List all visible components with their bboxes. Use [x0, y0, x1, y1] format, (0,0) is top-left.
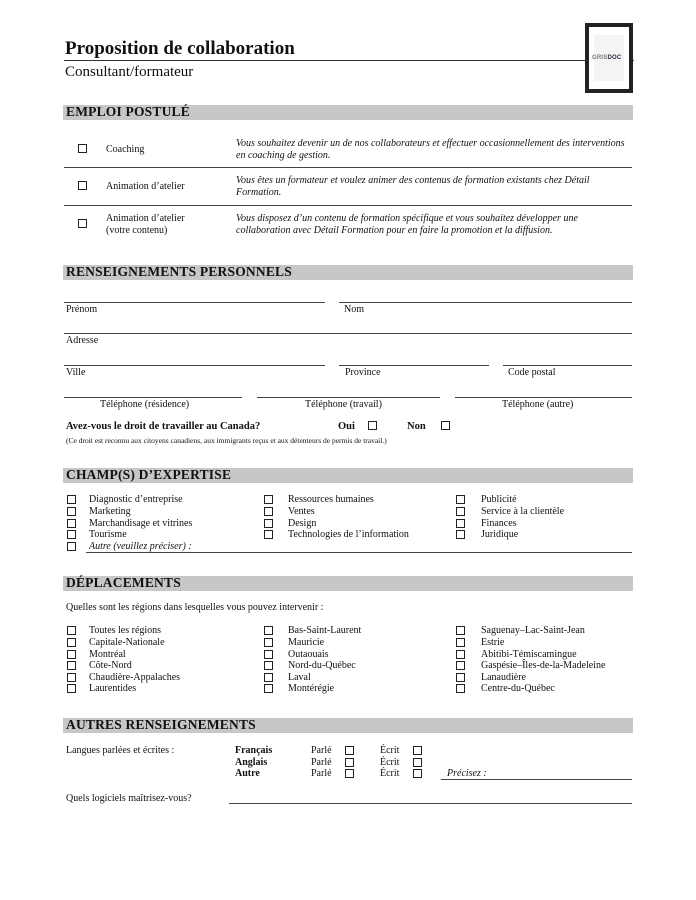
region-label: Outaouais — [288, 649, 329, 660]
expertise-label: Finances — [481, 518, 517, 529]
checkbox-region[interactable] — [456, 638, 465, 647]
option-label-coaching: Coaching — [106, 144, 145, 155]
regions-question: Quelles sont les régions dans lesquelles vous pouvez intervenir : — [66, 602, 324, 613]
checkbox-autre-expertise[interactable] — [67, 542, 76, 551]
option-label-animation-contenu: Animation d’atelier — [106, 213, 185, 224]
expertise-label: Service à la clientèle — [481, 506, 565, 517]
parle-label: Parlé — [311, 757, 332, 768]
checkbox-non[interactable] — [441, 421, 450, 430]
checkbox-technologies[interactable] — [264, 530, 273, 539]
checkbox-region[interactable] — [67, 673, 76, 682]
tel-travail-input-line[interactable] — [257, 397, 440, 398]
region-label: Abitibi-Témiscamingue — [481, 649, 577, 660]
expertise-label: Ressources humaines — [288, 494, 374, 505]
parle-label: Parlé — [311, 768, 332, 779]
checkbox-francais-ecrit[interactable] — [413, 746, 422, 755]
option-desc-coaching: Vous souhaitez devenir un de nos collaborateurs et effectuer occasionnellement des interventions en coaching de gestion. — [236, 138, 625, 161]
region-label: Bas-Saint-Laurent — [288, 625, 362, 636]
ville-label: Ville — [66, 367, 86, 378]
section-title-personnel: RENSEIGNEMENTS PERSONNELS — [66, 264, 292, 279]
expertise-label: Technologies de l’information — [288, 529, 409, 540]
expertise-label: Design — [288, 518, 317, 529]
code-postal-input-line[interactable] — [503, 365, 632, 366]
tel-autre-input-line[interactable] — [455, 397, 632, 398]
oui-label: Oui — [338, 421, 355, 432]
checkbox-region[interactable] — [67, 650, 76, 659]
row-divider — [64, 205, 632, 206]
region-label: Saguenay–Lac-Saint-Jean — [481, 625, 585, 636]
region-label: Estrie — [481, 637, 505, 648]
expertise-label: Marchandisage et vitrines — [89, 518, 193, 529]
langue-francais: Français — [235, 745, 273, 756]
checkbox-finances[interactable] — [456, 519, 465, 528]
precisez-input-line[interactable] — [441, 779, 632, 780]
expertise-label: Juridique — [481, 529, 519, 540]
langue-anglais: Anglais — [235, 757, 268, 768]
section-title-autres: AUTRES RENSEIGNEMENTS — [66, 717, 256, 732]
checkbox-anglais-ecrit[interactable] — [413, 758, 422, 767]
section-title-emploi: EMPLOI POSTULÉ — [66, 104, 190, 119]
logo-text: GRISDOC — [592, 55, 622, 61]
region-label: Lanaudière — [481, 672, 526, 683]
ecrit-label: Écrit — [380, 745, 400, 756]
checkbox-animation[interactable] — [78, 181, 87, 190]
checkbox-region[interactable] — [67, 638, 76, 647]
ecrit-label: Écrit — [380, 757, 400, 768]
tel-residence-input-line[interactable] — [64, 397, 242, 398]
expertise-label: Diagnostic d’entreprise — [89, 494, 183, 505]
checkbox-region[interactable] — [264, 661, 273, 670]
expertise-label: Tourisme — [89, 529, 127, 540]
checkbox-animation-contenu[interactable] — [78, 219, 87, 228]
expertise-label: Ventes — [288, 506, 315, 517]
region-label: Côte-Nord — [89, 660, 132, 671]
logiciels-label: Quels logiciels maîtrisez-vous? — [66, 793, 192, 804]
checkbox-design[interactable] — [264, 519, 273, 528]
adresse-label: Adresse — [66, 335, 99, 346]
checkbox-service-clientele[interactable] — [456, 507, 465, 516]
checkbox-region[interactable] — [67, 661, 76, 670]
region-label: Montérégie — [288, 683, 335, 694]
region-label: Nord-du-Québec — [288, 660, 356, 671]
title-divider — [64, 60, 634, 61]
tel-residence-label: Téléphone (résidence) — [100, 399, 190, 410]
langue-autre: Autre — [235, 768, 260, 779]
checkbox-ressources-humaines[interactable] — [264, 495, 273, 504]
option-desc-animation-contenu: Vous disposez d’un contenu de formation spécifique et vous souhaitez développer une collaboration avec Détail Formation pour en faire la promotion et la diffusion. — [236, 213, 578, 236]
checkbox-region[interactable] — [456, 673, 465, 682]
checkbox-marchandisage[interactable] — [67, 519, 76, 528]
checkbox-region[interactable] — [264, 684, 273, 693]
parle-label: Parlé — [311, 745, 332, 756]
province-label: Province — [345, 367, 381, 378]
ecrit-label: Écrit — [380, 768, 400, 779]
region-label: Laurentides — [89, 683, 137, 694]
checkbox-region[interactable] — [456, 650, 465, 659]
checkbox-region[interactable] — [67, 684, 76, 693]
nom-label: Nom — [344, 304, 364, 315]
checkbox-region[interactable] — [456, 684, 465, 693]
region-label: Gaspésie–Îles-de-la-Madeleine — [481, 660, 606, 671]
nom-input-line[interactable] — [339, 302, 632, 303]
page-subtitle: Consultant/formateur — [65, 64, 194, 80]
checkbox-coaching[interactable] — [78, 144, 87, 153]
region-label: Chaudière-Appalaches — [89, 672, 181, 683]
option-label-animation: Animation d’atelier — [106, 181, 185, 192]
tel-autre-label: Téléphone (autre) — [502, 399, 574, 410]
expertise-label: Marketing — [89, 506, 131, 517]
checkbox-francais-parle[interactable] — [345, 746, 354, 755]
checkbox-ventes[interactable] — [264, 507, 273, 516]
page-title: Proposition de collaboration — [65, 38, 295, 59]
checkbox-diagnostic[interactable] — [67, 495, 76, 504]
checkbox-region[interactable] — [67, 626, 76, 635]
checkbox-anglais-parle[interactable] — [345, 758, 354, 767]
expertise-label: Publicité — [481, 494, 517, 505]
autre-expertise-input-line[interactable] — [86, 552, 632, 553]
checkbox-region[interactable] — [264, 673, 273, 682]
non-label: Non — [407, 421, 426, 432]
precisez-label: Précisez : — [447, 768, 487, 779]
checkbox-juridique[interactable] — [456, 530, 465, 539]
checkbox-region[interactable] — [456, 626, 465, 635]
section-title-deplacements: DÉPLACEMENTS — [66, 575, 181, 590]
checkbox-autre-ecrit[interactable] — [413, 769, 422, 778]
checkbox-region[interactable] — [264, 650, 273, 659]
tel-travail-label: Téléphone (travail) — [305, 399, 382, 410]
code-postal-label: Code postal — [508, 367, 556, 378]
region-label: Montréal — [89, 649, 126, 660]
checkbox-region[interactable] — [264, 626, 273, 635]
region-label: Mauricie — [288, 637, 325, 648]
option-sublabel-animation-contenu: (votre contenu) — [106, 225, 168, 236]
region-label: Toutes les régions — [89, 625, 162, 636]
province-input-line[interactable] — [339, 365, 489, 366]
region-label: Centre-du-Québec — [481, 683, 555, 694]
checkbox-oui[interactable] — [368, 421, 377, 430]
row-divider — [64, 167, 632, 168]
section-title-expertise: CHAMP(S) D’EXPERTISE — [66, 467, 232, 482]
option-desc-animation: Vous êtes un formateur et voulez animer des contenus de formation existants chez Détail Formation. — [236, 175, 590, 198]
autre-expertise-label: Autre (veuillez préciser) : — [89, 541, 192, 552]
droit-question: Avez-vous le droit de travailler au Canada? — [66, 421, 261, 432]
region-label: Capitale-Nationale — [89, 637, 165, 648]
checkbox-publicite[interactable] — [456, 495, 465, 504]
logiciels-input-line[interactable] — [229, 803, 632, 804]
droit-note: (Ce droit est reconnu aux citoyens canadiens, aux immigrants reçus et aux détenteurs de permis de travail.) — [66, 436, 387, 445]
langues-label: Langues parlées et écrites : — [66, 745, 175, 756]
adresse-input-line[interactable] — [64, 333, 632, 334]
checkbox-region[interactable] — [264, 638, 273, 647]
checkbox-tourisme[interactable] — [67, 530, 76, 539]
company-logo — [585, 23, 633, 93]
ville-input-line[interactable] — [64, 365, 325, 366]
prenom-input-line[interactable] — [64, 302, 325, 303]
checkbox-region[interactable] — [456, 661, 465, 670]
checkbox-marketing[interactable] — [67, 507, 76, 516]
region-label: Laval — [288, 672, 311, 683]
prenom-label: Prénom — [66, 304, 98, 315]
checkbox-autre-parle[interactable] — [345, 769, 354, 778]
